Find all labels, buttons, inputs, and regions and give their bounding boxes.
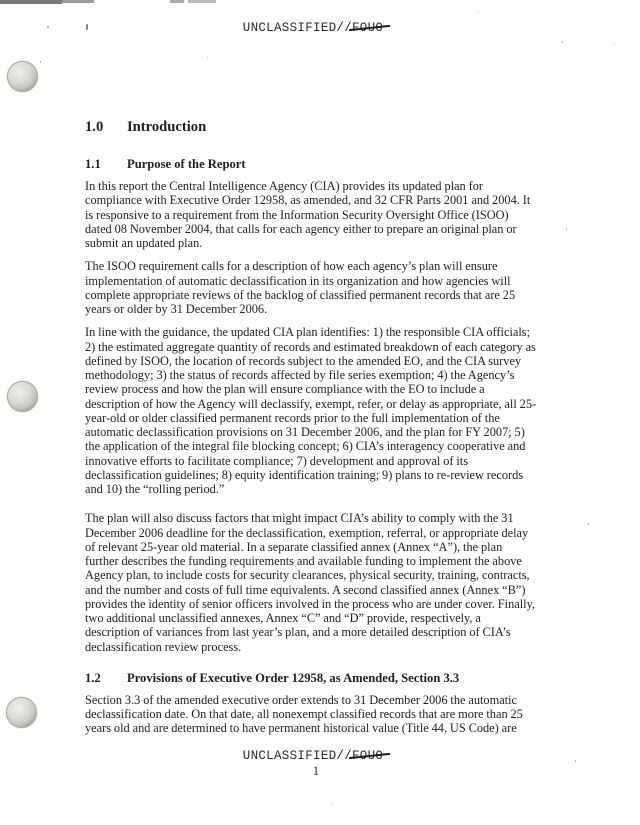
paragraph-2: The ISOO requirement calls for a description of how each agency’s plan will ensure implementation of automatic declassification in its organization and how agencies will complete appropriate reviews of the backlog of classified permanent records that are 25 years or older by 31 December 2006. [85,259,516,316]
section-heading-1-2 [85,671,538,686]
paragraph-3: In line with the guidance, the updated CIA plan identifies: 1) the responsible CIA officials; 2) the estimated aggregate quantity of records and estimated breakdown of each category as defined by ISOO, the location of records subject to the amended EO, and the CIA survey methodology; 3) the status of records affected by file series exemption; 4) the Agency’s review process and how the plan will ensure compliance with the EO to include a description of how the Agency will declassify, exempt, refer, or delay as appropriate, all 25-year-old or older classified permanent records prior to the full implementation of the automatic declassification provisions on 31 December 2006, and the plan for FY 2007; 5) the application of the integral file blocking concept; 6) CIA’s interagency cooperative and innovative efforts to facilitate compliance; 7) development and approval of its declassification guidelines; 8) equity identification training; 9) plans to re-review records and 10) the “rolling period.” [85,325,537,496]
scan-speck [588,523,589,525]
scan-speck [332,804,333,805]
scan-speck [478,12,479,13]
section-title: Provisions of Executive Order 12958, as Amended, Section 3.3 [127,670,460,685]
section-heading-1-1 [85,157,538,172]
header-classification-banner [0,21,633,35]
paragraph-4: The plan will also discuss factors that might impact CIA’s ability to comply with the 31 December 2006 deadline for the declassification, exemption, referral, or appropriate delay of relevant 25-year old material. In a separate classified annex (Annex “A”), the plan further describes the funding requirements and available funding to implement the above Agency plan, to include costs for security clearances, physical security, training, contracts, and the number and costs of full time equivalents. A second classified annex (Annex “B”) provides the identity of senior officers involved in the process who are under cover. Finally, two additional unclassified annexes, Annex “C” and “D” provide, respectively, a description of variances from last year’s plan, and a more detailed description of CIA’s declassification review process. [85,511,536,654]
punch-hole-icon [8,62,37,91]
scan-speck [566,228,567,230]
section-number: 1.2 [85,670,101,685]
scan-edge-artifact [62,0,94,3]
scan-edge-artifact [188,0,216,3]
punch-hole-icon [7,698,36,727]
page-number: 1 [312,764,320,778]
scan-speck [207,57,208,58]
section-title: Purpose of the Report [127,157,246,171]
classification-prefix: UNCLASSIFIED// [242,749,352,763]
fouo-marking-struck: FOUO [352,21,384,35]
punch-hole-icon [8,382,37,411]
scan-edge-artifact [170,0,184,3]
scan-speck [40,61,41,63]
scan-speck [562,41,563,43]
section-number: 1.1 [85,157,101,171]
fouo-marking-struck: FOUO [352,749,384,763]
scan-edge-artifact [0,0,62,4]
section-number: 1.0 [85,119,104,135]
classification-prefix: UNCLASSIFIED// [242,21,352,35]
document-body [85,119,538,745]
section-title: Introduction [127,119,207,135]
scan-speck [614,44,615,45]
paragraph-5: Section 3.3 of the amended executive order extends to 31 December 2006 the automatic declassification date. On that date, all nonexempt classified records that are more than 25 years old and are determined to have permanent historical value (Title 44, US Code) are [85,692,523,736]
paragraph-1: In this report the Central Intelligence Agency (CIA) provides its updated plan for compliance with Executive Order 12958, as amended, and 32 CFR Parts 2001 and 2004. It is responsive to a requirement from the Information Security Oversight Office (ISOO) dated 08 November 2004, that calls for each agency either to prepare an original plan or submit an updated plan. [85,179,531,250]
footer-classification-banner [0,749,633,763]
section-heading-1-0 [85,119,538,136]
